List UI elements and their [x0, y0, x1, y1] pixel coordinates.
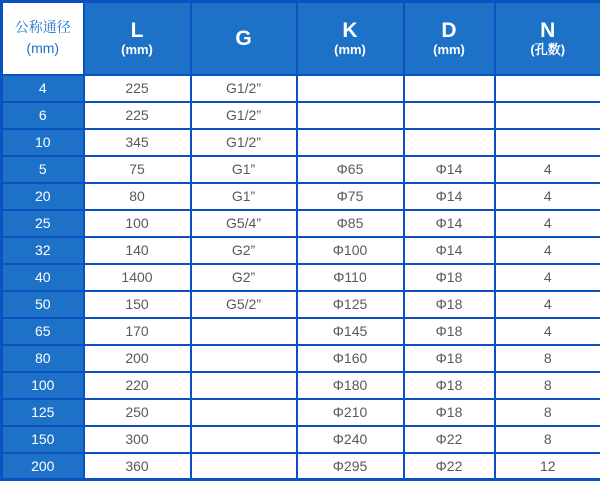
header-letter: K [298, 19, 403, 42]
row-k-cell: Φ110 [297, 264, 404, 291]
row-n-cell: 4 [495, 156, 600, 183]
row-n-cell: 8 [495, 399, 600, 426]
row-k-cell: Φ65 [297, 156, 404, 183]
row-dn-cell: 20 [2, 183, 84, 210]
header-unit: (孔数) [496, 42, 600, 58]
row-g-cell: G1” [191, 183, 297, 210]
row-d-cell [404, 75, 495, 102]
row-n-cell: 8 [495, 372, 600, 399]
row-d-cell [404, 102, 495, 129]
row-k-cell: Φ75 [297, 183, 404, 210]
header-row [2, 2, 600, 75]
row-g-cell [191, 399, 297, 426]
row-d-cell: Φ14 [404, 156, 495, 183]
row-dn-cell: 100 [2, 372, 84, 399]
row-k-cell [297, 129, 404, 156]
table-row [2, 372, 600, 399]
row-l-cell: 250 [84, 399, 191, 426]
row-n-cell: 8 [495, 345, 600, 372]
row-dn-cell: 4 [2, 75, 84, 102]
row-k-cell [297, 75, 404, 102]
row-dn-cell: 125 [2, 399, 84, 426]
row-g-cell: G2” [191, 264, 297, 291]
table-row [2, 210, 600, 237]
row-n-cell [495, 75, 600, 102]
row-l-cell: 300 [84, 426, 191, 453]
row-k-cell: Φ160 [297, 345, 404, 372]
row-dn-cell: 25 [2, 210, 84, 237]
row-g-cell: G1/2” [191, 102, 297, 129]
row-l-cell: 100 [84, 210, 191, 237]
row-l-cell: 225 [84, 75, 191, 102]
row-k-cell: Φ125 [297, 291, 404, 318]
row-l-cell: 150 [84, 291, 191, 318]
table-row [2, 291, 600, 318]
header-letter: G [192, 27, 296, 50]
row-d-cell: Φ18 [404, 345, 495, 372]
row-l-cell: 360 [84, 453, 191, 480]
header-letter: L [85, 19, 190, 42]
row-l-cell: 140 [84, 237, 191, 264]
row-dn-cell: 150 [2, 426, 84, 453]
row-n-cell [495, 102, 600, 129]
row-g-cell: G1” [191, 156, 297, 183]
header-letter: N [496, 19, 600, 42]
row-n-cell: 8 [495, 426, 600, 453]
row-g-cell: G5/2” [191, 291, 297, 318]
header-cell-k [297, 2, 404, 75]
row-d-cell: Φ18 [404, 318, 495, 345]
row-g-cell: G5/4” [191, 210, 297, 237]
header-unit: (mm) [85, 42, 190, 58]
header-cell-d [404, 2, 495, 75]
row-n-cell: 12 [495, 453, 600, 480]
row-k-cell: Φ180 [297, 372, 404, 399]
header-unit: (mm) [298, 42, 403, 58]
table-row [2, 318, 600, 345]
row-d-cell: Φ18 [404, 291, 495, 318]
row-g-cell [191, 372, 297, 399]
table-row [2, 237, 600, 264]
row-l-cell: 200 [84, 345, 191, 372]
header-cell-dn [2, 2, 84, 75]
row-g-cell: G2” [191, 237, 297, 264]
row-k-cell: Φ210 [297, 399, 404, 426]
row-d-cell: Φ22 [404, 453, 495, 480]
table-header [2, 2, 600, 75]
row-dn-cell: 32 [2, 237, 84, 264]
table-row [2, 399, 600, 426]
header-dn-label: 公称通径 [3, 17, 83, 39]
row-d-cell: Φ14 [404, 237, 495, 264]
row-dn-cell: 10 [2, 129, 84, 156]
row-d-cell: Φ22 [404, 426, 495, 453]
table-row [2, 426, 600, 453]
header-cell-n [495, 2, 600, 75]
row-dn-cell: 5 [2, 156, 84, 183]
row-dn-cell: 200 [2, 453, 84, 480]
header-unit: (mm) [405, 42, 494, 58]
row-k-cell: Φ240 [297, 426, 404, 453]
row-k-cell: Φ85 [297, 210, 404, 237]
row-d-cell: Φ18 [404, 264, 495, 291]
row-k-cell: Φ145 [297, 318, 404, 345]
row-n-cell: 4 [495, 318, 600, 345]
table-body [2, 75, 600, 480]
row-k-cell: Φ100 [297, 237, 404, 264]
row-g-cell [191, 345, 297, 372]
table-row [2, 129, 600, 156]
row-n-cell: 4 [495, 183, 600, 210]
row-g-cell: G1/2” [191, 129, 297, 156]
row-l-cell: 75 [84, 156, 191, 183]
header-cell-l [84, 2, 191, 75]
row-g-cell [191, 453, 297, 480]
row-dn-cell: 6 [2, 102, 84, 129]
row-dn-cell: 50 [2, 291, 84, 318]
row-d-cell: Φ14 [404, 210, 495, 237]
table-row [2, 156, 600, 183]
row-d-cell: Φ14 [404, 183, 495, 210]
row-g-cell: G1/2” [191, 75, 297, 102]
row-l-cell: 225 [84, 102, 191, 129]
row-n-cell [495, 129, 600, 156]
row-g-cell [191, 426, 297, 453]
header-cell-g [191, 2, 297, 75]
row-l-cell: 345 [84, 129, 191, 156]
row-dn-cell: 80 [2, 345, 84, 372]
table-row [2, 183, 600, 210]
row-l-cell: 170 [84, 318, 191, 345]
row-n-cell: 4 [495, 264, 600, 291]
row-k-cell [297, 102, 404, 129]
row-dn-cell: 65 [2, 318, 84, 345]
row-l-cell: 220 [84, 372, 191, 399]
table-row [2, 264, 600, 291]
header-letter: D [405, 19, 494, 42]
row-d-cell: Φ18 [404, 399, 495, 426]
table-row [2, 75, 600, 102]
table-row [2, 453, 600, 480]
row-k-cell: Φ295 [297, 453, 404, 480]
row-l-cell: 1400 [84, 264, 191, 291]
table-row [2, 102, 600, 129]
row-n-cell: 4 [495, 291, 600, 318]
header-dn-unit: (mm) [3, 38, 83, 60]
row-n-cell: 4 [495, 237, 600, 264]
row-n-cell: 4 [495, 210, 600, 237]
table-row [2, 345, 600, 372]
row-l-cell: 80 [84, 183, 191, 210]
row-d-cell [404, 129, 495, 156]
row-dn-cell: 40 [2, 264, 84, 291]
row-g-cell [191, 318, 297, 345]
row-d-cell: Φ18 [404, 372, 495, 399]
